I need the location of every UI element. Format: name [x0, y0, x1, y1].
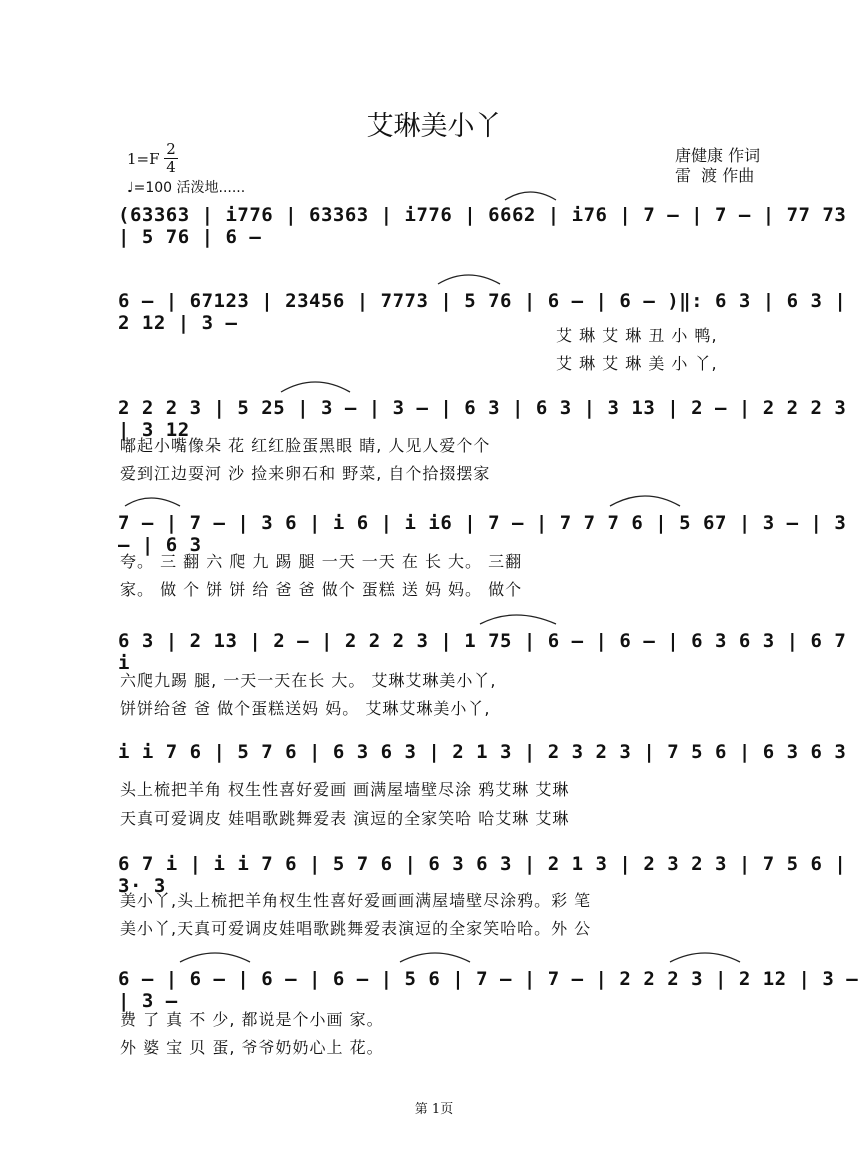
lyric-line-2a: 艾 琳 艾 琳 丑 小 鸭,	[556, 326, 718, 345]
time-signature-bottom: 4	[164, 158, 178, 176]
lyricist-credit: 唐健康 作词	[675, 146, 761, 165]
lyric-line-6a: 头上梳把羊角 杈生性喜好爱画 画满屋墙壁尽涂 鸦艾琳 艾琳	[120, 780, 570, 799]
tie-arc	[505, 192, 556, 200]
time-signature	[164, 141, 178, 176]
score-line-8: 6 – | 6 – | 6 – | 6 – | 5 6 | 7 – | 7 – | 2 2 2 3 | 2 12 | 3 – | 3 –	[118, 968, 859, 1012]
tie-arc	[180, 953, 250, 962]
lyric-line-3b: 爱到江边耍河 沙 捡来卵石和 野菜, 自个拾掇摆家	[120, 464, 491, 483]
composer-credit: 雷 渡 作曲	[675, 166, 755, 185]
lyric-line-8a: 费 了 真 不 少, 都说是个小画 家。	[120, 1010, 384, 1029]
tempo-marking: ♩=100 活泼地......	[127, 180, 246, 196]
score-line-2: 6 – | 67123 | 23456 | 7773 | 5 76 | 6 – | 6 – )‖: 6 3 | 6 3 | 2 12 | 3 –	[118, 290, 847, 334]
lyric-line-5b: 饼饼给爸 爸 做个蛋糕送妈 妈。 艾琳艾琳美小丫,	[120, 699, 491, 718]
song-title: 艾琳美小丫	[366, 111, 502, 142]
score-line-3: 2 2 2 3 | 5 25 | 3 – | 3 – | 6 3 | 6 3 | 3 13 | 2 – | 2 2 2 3 | 3 12	[118, 397, 847, 441]
score-line-6: i i 7 6 | 5 7 6 | 6 3 6 3 | 2 1 3 | 2 3 2 3 | 7 5 6 | 6 3 6 3	[118, 741, 847, 763]
score-line-4: 7 – | 7 – | 3 6 | i 6 | i i6 | 7 – | 7 7 7 6 | 5 67 | 3 – | 3 – | 6 3	[118, 512, 847, 556]
tie-arc	[400, 953, 470, 962]
tie-arc	[480, 615, 556, 624]
lyric-line-4b: 家。 做 个 饼 饼 给 爸 爸 做个 蛋糕 送 妈 妈。 做个	[120, 580, 523, 599]
tie-arc	[610, 496, 680, 506]
lyric-line-4a: 夸。 三 翻 六 爬 九 踢 腿 一天 一天 在 长 大。 三翻	[120, 552, 523, 571]
lyric-line-6b: 天真可爱调皮 娃唱歌跳舞爱表 演逗的全家笑哈 哈艾琳 艾琳	[120, 809, 570, 828]
tie-arc	[125, 498, 180, 506]
tie-arc	[438, 275, 500, 284]
lyric-line-7b: 美小丫,天真可爱调皮娃唱歌跳舞爱表演逗的全家笑哈哈。外 公	[120, 919, 592, 938]
tie-arc	[670, 953, 740, 962]
key-signature: 1=F	[127, 150, 160, 168]
lyric-line-8b: 外 婆 宝 贝 蛋, 爷爷奶奶心上 花。	[120, 1038, 384, 1057]
score-line-1: (63363 | i776 | 63363 | i776 | 6662 | i76 | 7 – | 7 – | 77 73 | 5 76 | 6 –	[118, 204, 847, 248]
lyric-line-7a: 美小丫,头上梳把羊角杈生性喜好爱画画满屋墙壁尽涂鸦。彩 笔	[120, 891, 592, 910]
lyric-line-2b: 艾 琳 艾 琳 美 小 丫,	[556, 354, 718, 373]
score-line-5: 6 3 | 2 13 | 2 – | 2 2 2 3 | 1 75 | 6 – | 6 – | 6 3 6 3 | 6 7 i	[118, 630, 847, 674]
time-signature-top: 2	[166, 140, 176, 158]
tie-arc	[281, 382, 350, 392]
lyric-line-5a: 六爬九踢 腿, 一天一天在长 大。 艾琳艾琳美小丫,	[120, 671, 497, 690]
lyric-line-3a: 嘟起小嘴像朵 花 红红脸蛋黑眼 睛, 人见人爱个个	[120, 436, 491, 455]
page-number: 第 1页	[414, 1102, 454, 1117]
score-line-7: 6 7 i | i i 7 6 | 5 7 6 | 6 3 6 3 | 2 1 3 | 2 3 2 3 | 7 5 6 | 3· 3	[118, 853, 847, 897]
